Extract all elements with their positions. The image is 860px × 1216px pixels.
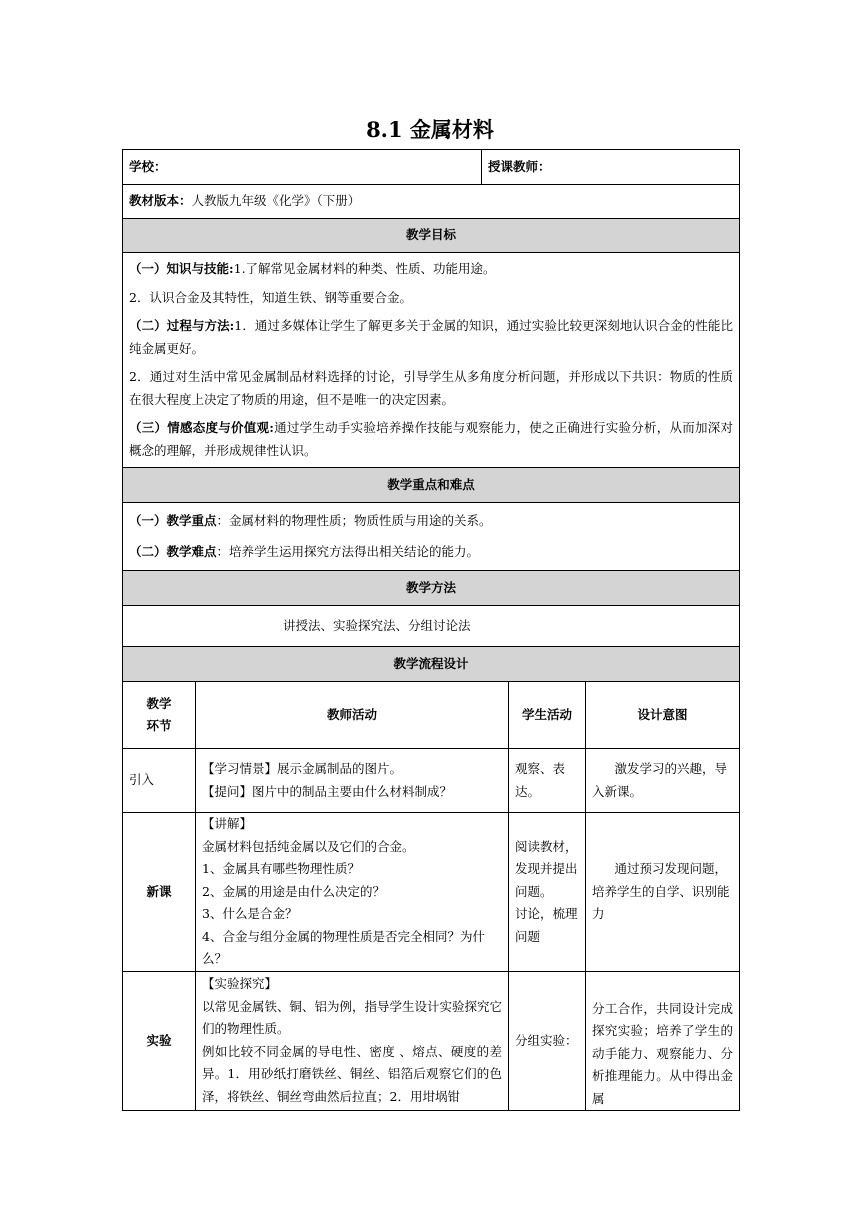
- edition-value: 人教版九年级《化学》（下册）: [191, 193, 361, 209]
- teacher-line: 以常见金属铁、铜、铝为例，指导学生设计实验探究它们的物理性质。: [202, 998, 503, 1037]
- teacher-line: 【提问】图片中的制品主要由什么材料制成？: [202, 783, 453, 799]
- flow-intent: 通过预习发现问题，培养学生的自学、识别能力: [586, 813, 740, 972]
- key-points-row: [123, 503, 740, 571]
- section-key-header: 教学重点和难点: [123, 468, 740, 503]
- goals-cell: [123, 253, 740, 468]
- section-key-row: [123, 468, 740, 503]
- goal-text: 通过学生动手实验培养操作技能与观察能力，使之正确进行实验分析，从而加深对概念的理解，并形成规律性认识。: [129, 420, 734, 458]
- student-line: 讨论，梳理问题: [515, 906, 578, 944]
- student-line: 阅读教材，发现并提出问题。: [515, 838, 578, 899]
- flow-header-row: [123, 682, 740, 749]
- flow-teacher: [196, 971, 509, 1111]
- goal-text: 1.了解常见金属材料的种类、性质、功能用途。: [233, 261, 496, 276]
- section-goals-header: 教学目标: [123, 219, 740, 253]
- flow-stage: 引入: [123, 749, 196, 813]
- goal-text: 2．认识合金及其特性，知道生铁、钢等重要合金。: [129, 289, 412, 305]
- lesson-plan-table: [122, 149, 740, 1111]
- school-cell: [123, 150, 482, 185]
- flow-student: [509, 749, 586, 813]
- flow-row-intro: [123, 749, 740, 813]
- flow-student: [509, 813, 586, 972]
- teacher-line: 【学习情景】展示金属制品的图片。: [202, 761, 403, 776]
- goal-item: [129, 287, 733, 310]
- school-label: 学校：: [129, 158, 167, 174]
- page-title: 8.1 金属材料: [366, 117, 494, 142]
- method-row: [123, 606, 740, 647]
- flow-header-student: 学生活动: [509, 682, 586, 749]
- teacher-line: 4、合金与组分金属的物理性质是否完全相同？为什么？: [202, 928, 485, 966]
- edition-row: [123, 185, 740, 219]
- stage-header-line1: 教学: [146, 695, 172, 711]
- goal-heading: （三）情感态度与价值观:: [129, 420, 274, 435]
- flow-row-new: [123, 813, 740, 972]
- key-point-item: [129, 510, 733, 533]
- school-row: [123, 150, 740, 185]
- key-point-text: ：金属材料的物理性质；物质性质与用途的关系。: [216, 513, 492, 528]
- section-flow-header: 教学流程设计: [123, 647, 740, 682]
- goal-item: [129, 315, 733, 360]
- section-method-header: 教学方法: [123, 571, 740, 606]
- goal-item: [129, 258, 733, 281]
- key-points-cell: [123, 503, 740, 571]
- flow-stage: 新课: [123, 813, 196, 972]
- goal-text: 2．通过对生活中常见金属制品材料选择的讨论，引导学生从多角度分析问题，并形成以下共识：物质的性质在很大程度上决定了物质的用途，但不是唯一的决定因素。: [129, 369, 734, 407]
- goal-heading: （二）过程与方法:: [129, 318, 235, 333]
- goals-row: [123, 253, 740, 468]
- section-method-row: [123, 571, 740, 606]
- section-goals-row: [123, 219, 740, 253]
- flow-teacher: [196, 749, 509, 813]
- flow-header-intent: 设计意图: [586, 682, 740, 749]
- key-point-text: ：培养学生运用探究方法得出相关结论的能力。: [216, 543, 480, 559]
- student-line: 观察、表达。: [515, 761, 566, 799]
- key-point-heading: （一）教学重点: [129, 513, 217, 528]
- teacher-line: 2、金属的用途是由什么决定的？: [202, 883, 385, 899]
- key-point-heading: （二）教学难点: [129, 543, 217, 559]
- section-flow-row: [123, 647, 740, 682]
- teacher-line: 【实验探究】: [202, 976, 278, 992]
- key-point-item: [129, 541, 733, 564]
- teacher-line: 金属材料包括纯金属以及它们的合金。: [202, 838, 415, 854]
- student-line: 分组实验：: [515, 1032, 578, 1048]
- flow-student: [509, 971, 586, 1111]
- teacher-line: 例如比较不同金属的导电性、密度 、熔点、硬度的差异。1．用砂纸打磨铁丝、铜丝、铝箔后观察它们的色泽，将铁丝、铜丝弯曲然后拉直；2．用坩埚钳: [202, 1043, 503, 1104]
- stage-header-line2: 环节: [146, 718, 172, 733]
- goal-text: 1．通过多媒体让学生了解更多关于金属的知识，通过实验比较更深刻地认识合金的性能比纯金属更好。: [129, 318, 734, 356]
- flow-header-teacher: 教师活动: [196, 682, 509, 749]
- teacher-cell: [482, 150, 740, 185]
- teacher-line: 【讲解】: [202, 816, 253, 831]
- edition-label: 教材版本：: [129, 193, 192, 209]
- flow-row-experiment: [123, 971, 740, 1111]
- goal-item: [129, 366, 733, 411]
- goal-item: [129, 417, 733, 462]
- flow-header-stage: [123, 682, 196, 749]
- flow-teacher: [196, 813, 509, 972]
- method-cell: 讲授法、实验探究法、分组讨论法: [123, 606, 740, 647]
- teacher-label: 授课教师：: [488, 158, 551, 174]
- teacher-line: 3、什么是合金？: [202, 906, 298, 921]
- edition-cell: [123, 185, 740, 219]
- flow-stage: 实验: [123, 971, 196, 1111]
- flow-intent: 激发学习的兴趣，导入新课。: [586, 749, 740, 813]
- goal-heading: （一）知识与技能:: [129, 261, 234, 276]
- teacher-line: 1、金属具有哪些物理性质？: [202, 861, 360, 876]
- flow-intent: 分工合作，共同设计完成探究实验；培养了学生的动手能力、观察能力、分析推理能力。从中得出金属: [586, 971, 740, 1111]
